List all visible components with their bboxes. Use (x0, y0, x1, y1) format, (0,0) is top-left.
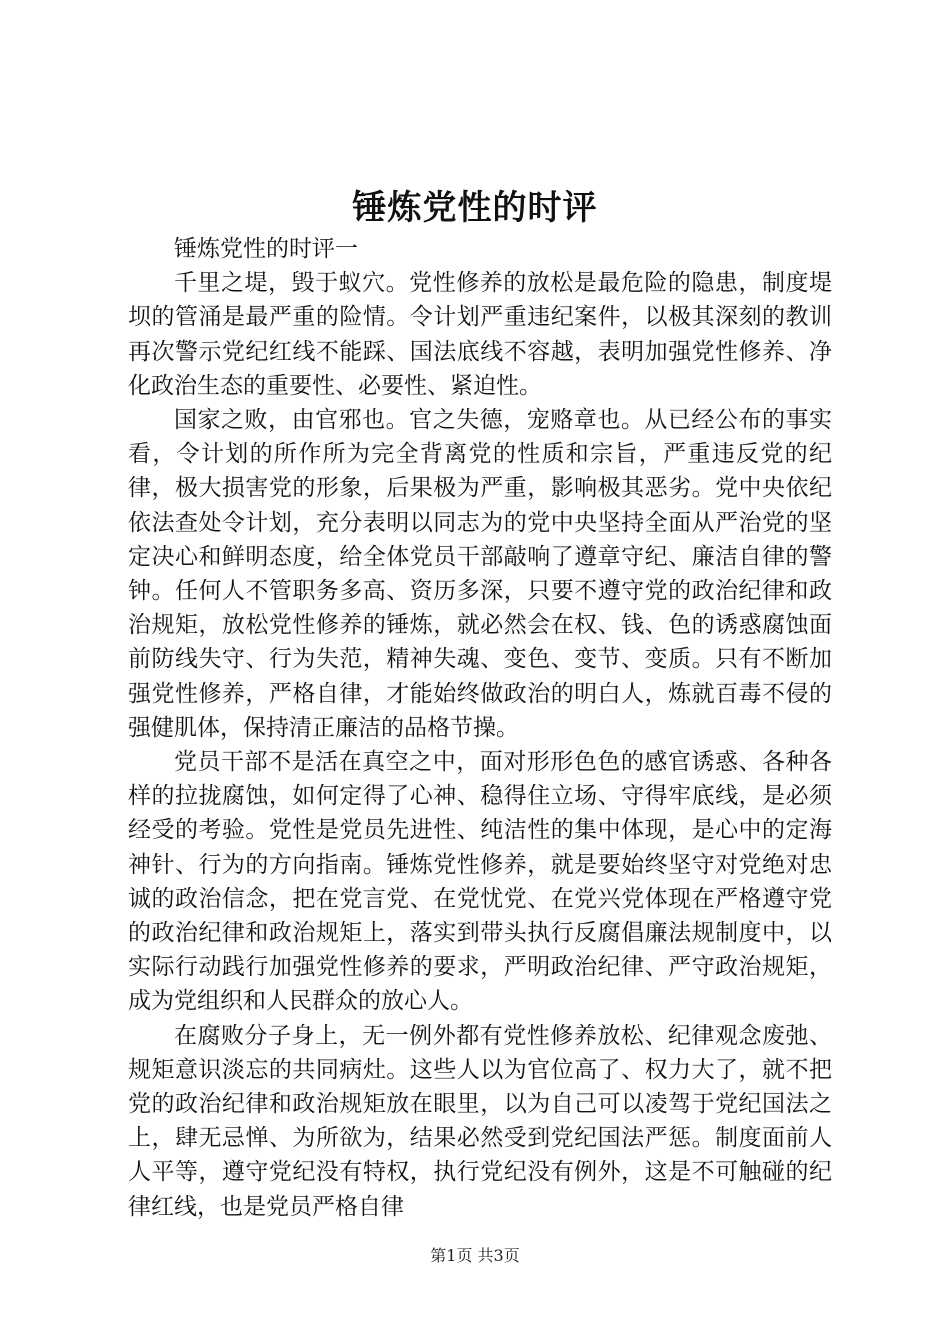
paragraph: 国家之败，由官邪也。官之失德，宠赂章也。从已经公布的事实看，令计划的所作所为完全背离党的性质和宗旨，严重违反党的纪律，极大损害党的形象，后果极为严重，影响极其恶劣。党中央依纪依法查处令计划，充分表明以同志为的党中央坚持全面从严治党的坚定决心和鲜明态度，给全体党员干部敲响了遵章守纪、廉洁自律的警钟。任何人不管职务多高、资历多深，只要不遵守党的政治纪律和政治规矩，放松党性修养的锤炼，就必然会在权、钱、色的诱惑腐蚀面前防线失守、行为失范，精神失魂、变色、变节、变质。只有不断加强党性修养，严格自律，才能始终做政治的明白人，炼就百毒不侵的强健肌体，保持清正廉洁的品格节操。 (128, 407, 832, 741)
page-footer: 第1页 共3页 (430, 1246, 520, 1265)
document-title: 锤炼党性的时评 (352, 188, 598, 228)
document-body (128, 232, 832, 1224)
paragraph: 在腐败分子身上，无一例外都有党性修养放松、纪律观念废弛、规矩意识淡忘的共同病灶。这些人以为官位高了、权力大了，就不把党的政治纪律和政治规矩放在眼里，以为自己可以凌驾于党纪国法之上，肆无忌惮、为所欲为，结果必然受到党纪国法严惩。制度面前人人平等，遵守党纪没有特权，执行党纪没有例外，这是不可触碰的纪律红线，也是党员严格自律 (128, 1022, 832, 1220)
paragraph: 党员干部不是活在真空之中，面对形形色色的感官诱惑、各种各样的拉拢腐蚀，如何定得了心神、稳得住立场、守得牢底线，是必须经受的考验。党性是党员先进性、纯洁性的集中体现，是心中的定海神针、行为的方向指南。锤炼党性修养，就是要始终坚守对党绝对忠诚的政治信念，把在党言党、在党忧党、在党兴党体现在严格遵守党的政治纪律和政治规矩上，落实到带头执行反腐倡廉法规制度中，以实际行动践行加强党性修养的要求，严明政治纪律、严守政治规矩，成为党组织和人民群众的放心人。 (128, 749, 832, 1015)
paragraph: 千里之堤，毁于蚁穴。党性修养的放松是最危险的隐患，制度堤坝的管涌是最严重的险情。令计划严重违纪案件，以极其深刻的教训再次警示党纪红线不能踩、国法底线不容越，表明加强党性修养、净化政治生态的重要性、必要性、紧迫性。 (128, 270, 832, 399)
paragraph-subtitle: 锤炼党性的时评一 (174, 236, 358, 262)
